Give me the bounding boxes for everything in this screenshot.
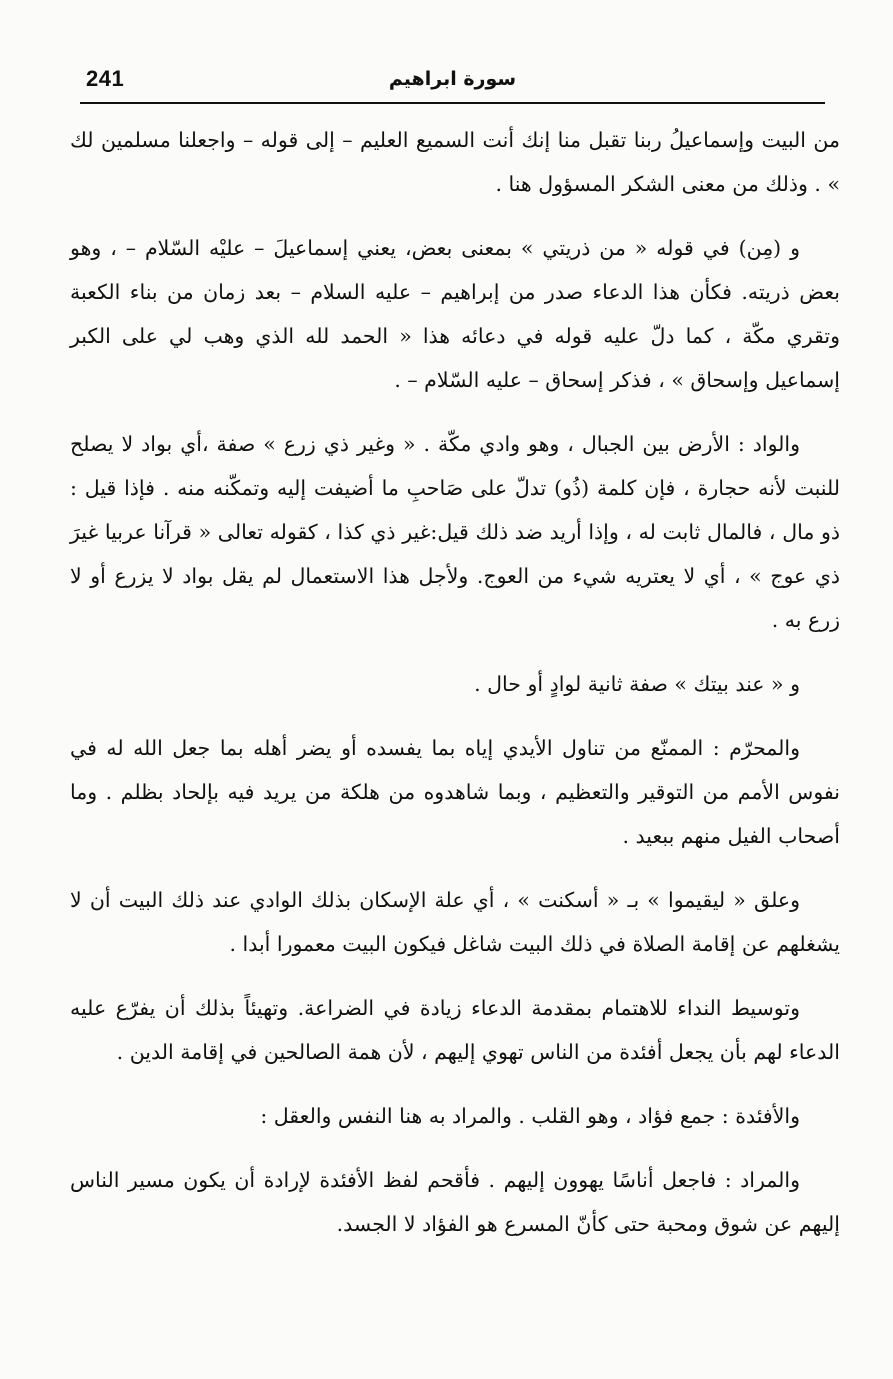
paragraph-2: و (مِن) في قوله « من ذريتي » بمعنى بعض، يعني إسماعيلَ – عليْه السّلام – ، وهو بعض ذريته. فكأن هذا الدعاء صدر من إبراهيم – عليه السلام – بعد زمان من بناء الكعبة وتقري مكّة ، كما دلّ عليه قوله في دعائه هذا « الحمد لله الذي وهب لي على الكبر إسماعيل وإسحاق » ، فذكر إسحاق – عليه السّلام – .	[70, 236, 840, 392]
header-rule	[80, 102, 825, 104]
paragraph-9: والمراد : فاجعل أناسًا يهوون إليهم . فأقحم لفظ الأفئدة لإرادة أن يكون مسير الناس إليهم عن شوق ومحبة حتى كأنّ المسرع هو الفؤاد لا الجسد.	[70, 1168, 840, 1236]
page-header	[80, 62, 825, 106]
paragraph-8: والأفئدة : جمع فؤاد ، وهو القلب . والمراد به هنا النفس والعقل :	[260, 1104, 800, 1128]
running-title: سورة ابراهيم	[388, 68, 517, 90]
paragraph-4: و « عند بيتك » صفة ثانية لوادٍ أو حال .	[474, 672, 800, 696]
paragraph-5: والمحرّم : الممنّع من تناول الأيدي إياه بما يفسده أو يضر أهله بما جعل الله له في نفوس الأمم من التوقير والتعظيم ، وبما شاهدوه من هلكة من يريد فيه بإلحاد بظلم . وما أصحاب الفيل منهم ببعيد .	[70, 736, 840, 848]
paragraph-3: والواد : الأرض بين الجبال ، وهو وادي مكّة . « وغير ذي زرع » صفة ،أي بواد لا يصلح للنبت لأنه حجارة ، فإن كلمة (ذُو) تدلّ على صَاحبِ ما أضيفت إليه وتمكّنه منه . فإذا قيل : ذو مال ، فالمال ثابت له ، وإذا أريد ضد ذلك قيل:غير ذي كذا ، كقوله تعالى « قرآنا عربيا غيرَ ذي عوج » ، أي لا يعتريه شيء من العوج. ولأجل هذا الاستعمال لم يقل بواد لا يزرع أو لا زرع به .	[70, 432, 840, 632]
paragraph-6: وعلق « ليقيموا » بـ « أسكنت » ، أي علة الإسكان بذلك الوادي عند ذلك البيت أن لا يشغلهم عن إقامة الصلاة في ذلك البيت شاغل فيكون البيت معمورا أبدا .	[70, 888, 840, 956]
paragraph-7: وتوسيط النداء للاهتمام بمقدمة الدعاء زيادة في الضراعة. وتهيئاً بذلك أن يفرّع عليه الدعاء لهم بأن يجعل أفئدة من الناس تهوي إليهم ، لأن همة الصالحين في إقامة الدين .	[70, 996, 840, 1064]
page-number: 241	[86, 66, 125, 91]
body-text	[70, 118, 840, 1266]
paragraph-1: من البيت وإسماعيلُ ربنا تقبل منا إنك أنت السميع العليم – إلى قوله – واجعلنا مسلمين لك » . وذلك من معنى الشكر المسؤول هنا .	[70, 128, 840, 196]
